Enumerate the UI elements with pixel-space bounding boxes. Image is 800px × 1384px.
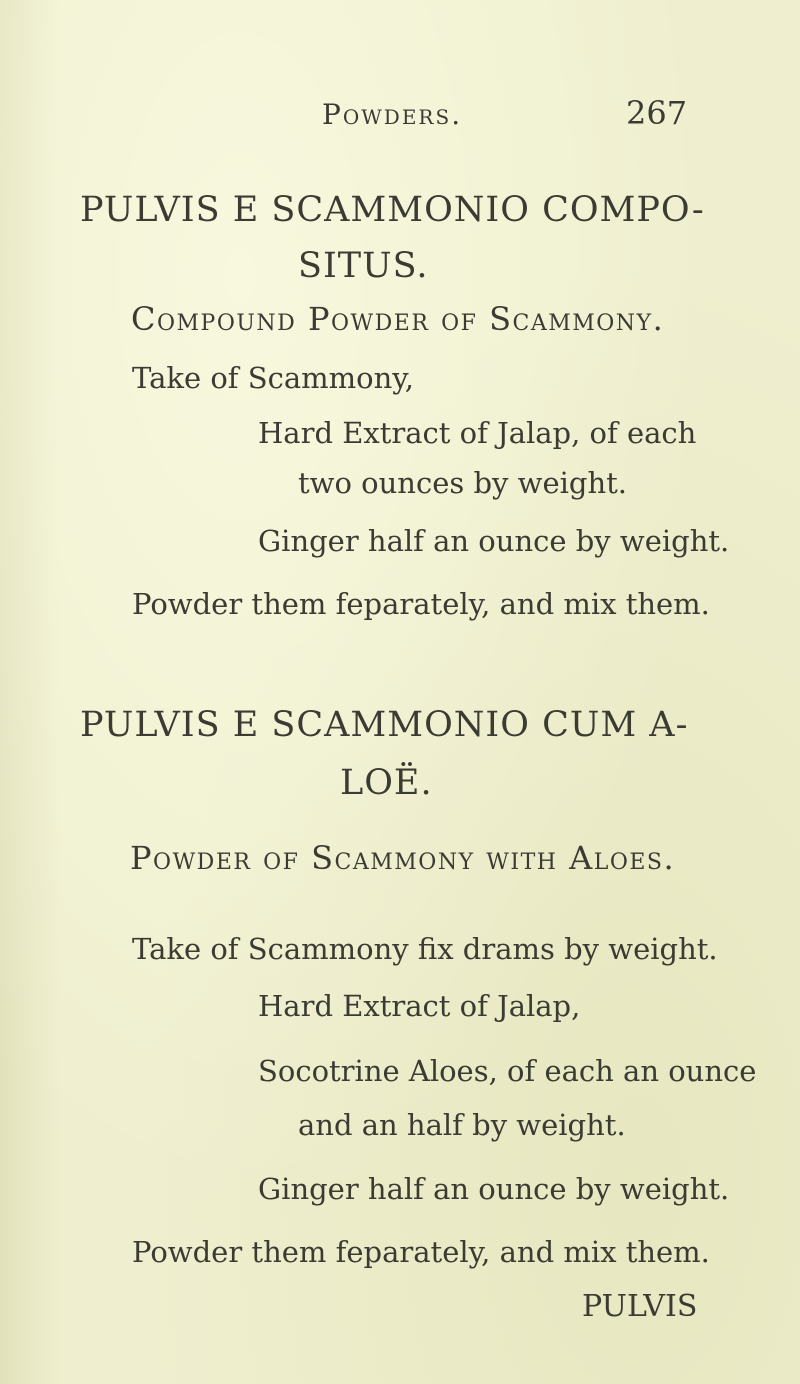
section-2-line-6: Powder them feparately, and mix them.: [132, 1235, 710, 1269]
section-1-line-1: Take of Scammony,: [132, 361, 415, 395]
running-head: Powders.: [322, 98, 463, 131]
section-1-line-3: two ounces by weight.: [298, 466, 628, 500]
section-2-subtitle: Powder of Scammony with Aloes.: [130, 839, 676, 877]
catchword: PULVIS: [582, 1289, 698, 1324]
section-2-line-1: Take of Scammony fix drams by weight.: [132, 932, 718, 966]
section-1-title-line-2: SITUS.: [298, 246, 429, 286]
section-2-line-4: and an half by weight.: [298, 1108, 626, 1142]
section-1-line-5: Powder them feparately, and mix them.: [132, 587, 710, 621]
section-1-title-line-1: PULVIS E SCAMMONIO COMPO-: [80, 190, 705, 230]
section-2-title-line-2: LOË.: [340, 763, 433, 803]
section-2-line-5: Ginger half an ounce by weight.: [258, 1172, 730, 1206]
section-2-line-3: Socotrine Aloes, of each an ounce: [258, 1054, 757, 1088]
section-1-subtitle: Compound Powder of Scammony.: [131, 300, 665, 338]
page-number: 267: [626, 94, 688, 132]
section-1-line-2: Hard Extract of Jalap, of each: [258, 416, 697, 450]
section-1-line-4: Ginger half an ounce by weight.: [258, 524, 730, 558]
section-2-title-line-1: PULVIS E SCAMMONIO CUM A-: [80, 705, 689, 745]
section-2-line-2: Hard Extract of Jalap,: [258, 989, 581, 1023]
